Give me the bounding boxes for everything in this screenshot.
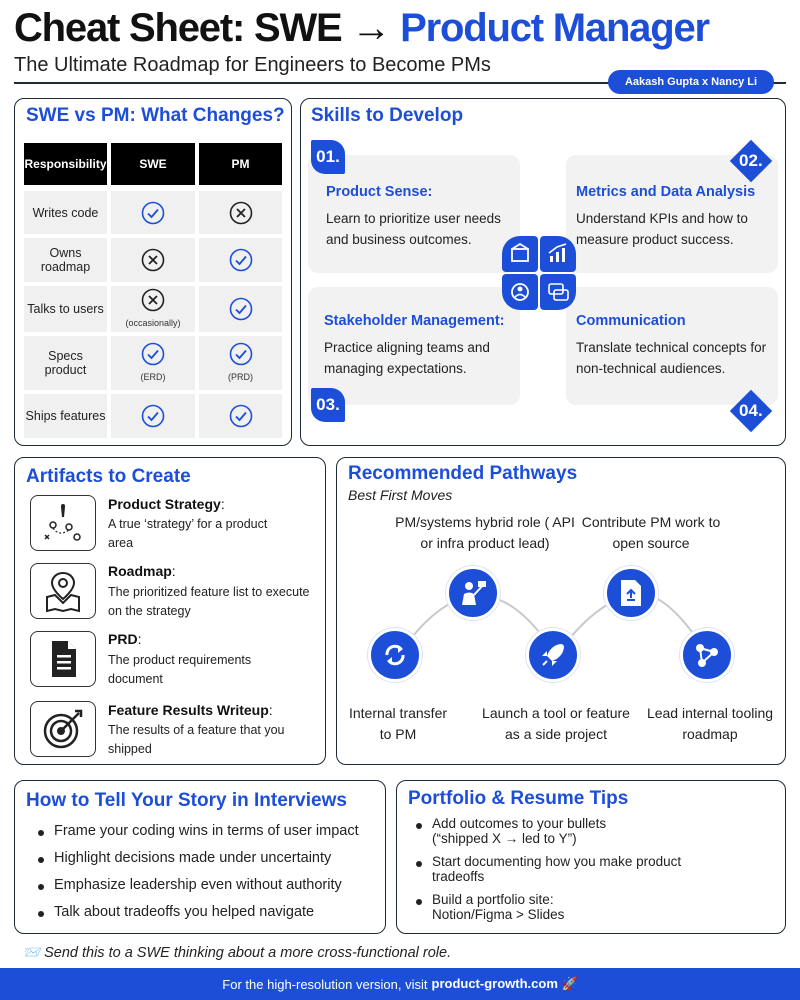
pathway-label-1: PM/systems hybrid role ( API or infra product lead) [395,514,575,551]
story-bullet: Highlight decisions made under uncertainty [32,850,382,866]
row-label-cell [24,238,107,282]
artifacts-title: Artifacts to Create [26,466,191,487]
story-bullets [32,823,382,920]
check-circle-icon [229,342,253,366]
swe-cell [111,394,195,438]
artifact-title-2: Roadmap: [108,563,176,579]
skill-desc-3: Practice aligning teams and managing expectations. [324,340,490,376]
pathway-label-4: Launch a tool or feature as a side project [482,705,630,742]
page-subtitle: The Ultimate Roadmap for Engineers to Become PMs [14,54,491,76]
check-circle-icon [229,297,253,321]
portfolio-bullet: Build a portfolio site: Notion/Figma > Slides [410,892,780,922]
row-label-cell [24,286,107,332]
cross-circle-icon [141,248,165,272]
pathway-label-2: Contribute PM work to open source [581,514,721,551]
check-circle-icon [229,404,253,428]
network-icon [680,628,734,682]
row-label: Owns roadmap [40,246,91,274]
artifact-desc-1: A true ‘strategy’ for a product area [108,517,268,550]
document-icon [30,631,96,687]
title-accent: Product Manager [400,6,709,50]
row-label: Ships features [25,409,106,423]
pm-cell [199,336,282,390]
artifact-desc-2: The prioritized feature list to execute on the strategy [108,585,310,618]
skill-title-4: Communication [576,313,686,329]
pm-cell [199,238,282,282]
row-label: Talks to users [27,302,104,316]
check-circle-icon [141,404,165,428]
swe-cell [111,336,195,390]
strategy-box-icon [502,236,538,272]
col-header-swe: SWE [111,143,195,185]
story-title: How to Tell Your Story in Interviews [26,790,347,811]
presenter-icon [446,566,500,620]
rocket-icon [526,628,580,682]
check-circle-icon [141,342,165,366]
growth-chart-icon [540,236,576,272]
footer-note: 📨 Send this to a SWE thinking about a more cross-functional role. [22,945,452,961]
cross-circle-icon [229,201,253,225]
portfolio-bullets [410,816,780,922]
swe-note: (occasionally) [125,318,181,328]
map-pin-icon [30,563,96,619]
target-icon [30,701,96,757]
portfolio-title: Portfolio & Resume Tips [408,788,629,809]
pm-note: (PRD) [228,372,253,382]
cross-circle-icon [141,288,165,312]
skill-desc-1: Learn to prioritize user needs and business outcomes. [326,211,501,247]
artifact-title-4: Feature Results Writeup: [108,702,273,718]
story-bullet: Frame your coding wins in terms of user impact [32,823,382,839]
team-icon [502,274,538,310]
footer-text: For the high-resolution version, visit [222,976,428,992]
row-label-cell [24,394,107,438]
skill-number-2: 02. [730,140,772,182]
pathway-label-5: Lead internal tooling roadmap [646,705,774,742]
story-bullet: Emphasize leadership even without authority [32,877,382,893]
skill-number-1: 01. [311,140,345,174]
col-header-responsibility: Responsibility [24,143,107,185]
row-label-cell [24,336,107,390]
row-label-cell [24,191,107,234]
footer-bar [0,968,800,1000]
check-circle-icon [229,248,253,272]
pathways-subtitle: Best First Moves [348,487,453,503]
artifact-title-1: Product Strategy: [108,496,225,512]
skills-title: Skills to Develop [311,105,464,126]
page-title [14,4,709,52]
story-bullet: Talk about tradeoffs you helped navigate [32,904,382,920]
artifact-title-3: PRD: [108,631,142,647]
artifact-desc-3: The product requirements document [108,653,252,686]
pm-cell [199,286,282,332]
skill-title-3: Stakeholder Management: [324,313,505,329]
col-header-pm: PM [199,143,282,185]
pathways-title: Recommended Pathways [348,463,578,484]
chat-icon [540,274,576,310]
skill-title-1: Product Sense: [326,184,433,200]
pathway-label-3: Internal transfer to PM [348,705,448,742]
file-upload-icon [604,566,658,620]
strategy-play-icon [30,495,96,551]
skill-desc-2: Understand KPIs and how to measure product success. [576,211,748,247]
comparison-title: SWE vs PM: What Changes? [26,105,285,126]
skill-title-2: Metrics and Data Analysis [576,184,756,200]
portfolio-bullet: Add outcomes to your bullets (“shipped X → led to Y”) [410,816,780,846]
row-label: Writes code [32,205,99,220]
swe-note: (ERD) [140,372,166,382]
portfolio-bullet: Start documenting how you make product tradeoffs [410,854,780,884]
footer-link[interactable]: product-growth.com 🚀 [431,976,578,991]
pm-cell [199,191,282,234]
swe-cell [111,191,195,234]
skill-number-3: 03. [311,388,345,422]
pm-cell [199,394,282,438]
authors-badge: Aakash Gupta x Nancy Li [608,70,774,94]
transfer-icon [368,628,422,682]
check-circle-icon [141,201,165,225]
row-label: Specs product [44,349,87,377]
swe-cell [111,238,195,282]
artifact-desc-4: The results of a feature that you shipped [108,723,285,756]
skill-desc-4: Translate technical concepts for non-technical audiences. [576,340,767,376]
swe-cell [111,286,195,332]
title-prefix: Cheat Sheet: SWE → [14,6,391,50]
skill-number-4: 04. [730,390,772,432]
